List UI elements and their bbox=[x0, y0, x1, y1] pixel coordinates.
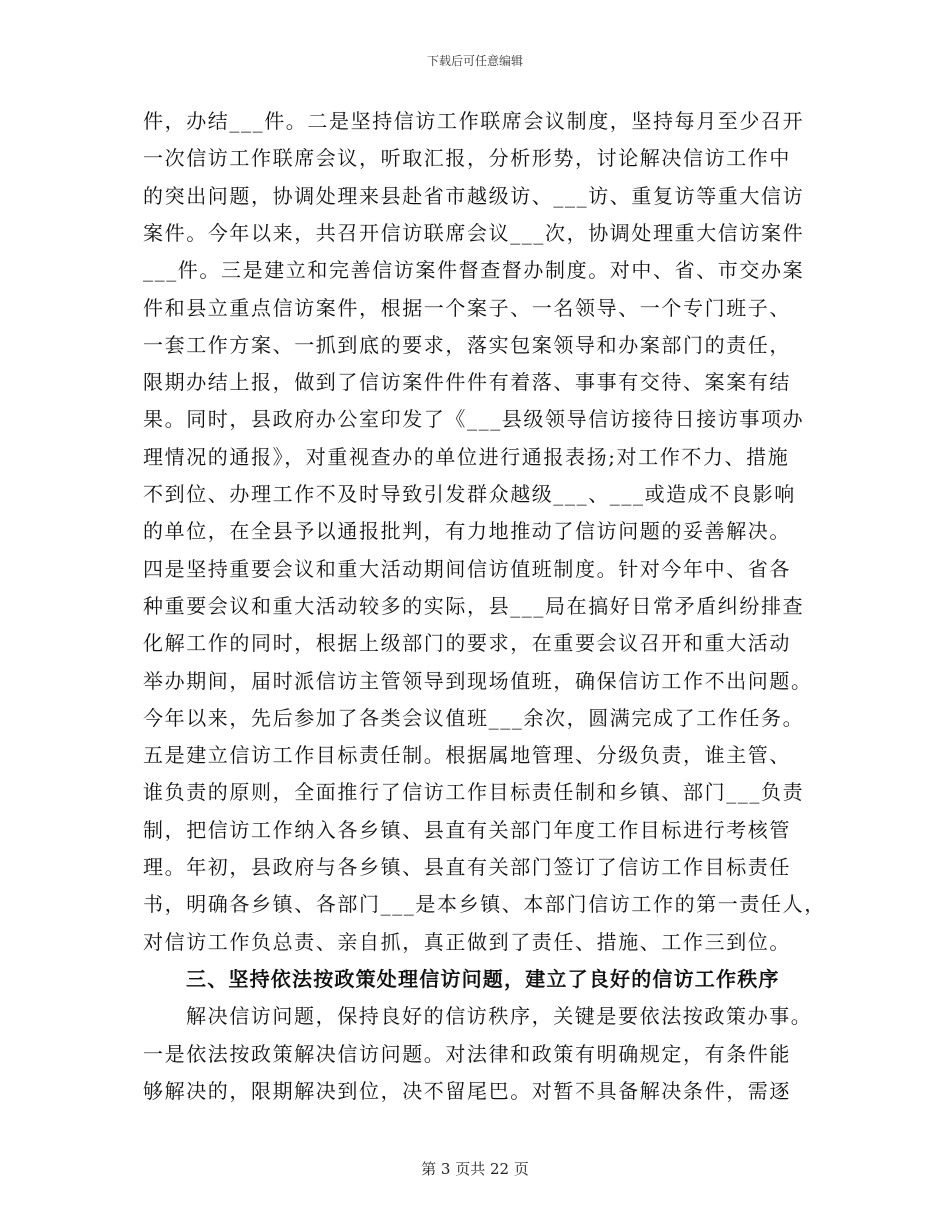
text-line: 一套工作方案、一抓到底的要求，落实包案领导和办案部门的责任， bbox=[143, 332, 791, 357]
text-line: 四是坚持重要会议和重大活动期间信访值班制度。针对今年中、省各 bbox=[143, 556, 791, 581]
text-line: 举办期间，届时派信访主管领导到现场值班，确保信访工作不出问题。 bbox=[143, 668, 813, 693]
text-line: 化解工作的同时，根据上级部门的要求，在重要会议召开和重大活动 bbox=[143, 631, 791, 656]
text-line: 件，办结___件。二是坚持信访工作联席会议制度，坚持每月至少召开 bbox=[143, 109, 805, 133]
text-line: 书，明确各乡镇、各部门___是本乡镇、本部门信访工作的第一责任人， bbox=[143, 892, 826, 917]
text-line: 种重要会议和重大活动较多的实际，县___局在搞好日常矛盾纠纷排查 bbox=[143, 593, 805, 618]
text-line: 限期办结上报，做到了信访案件件件有着落、事事有交待、案案有结 bbox=[143, 370, 791, 395]
text-line: ___件。三是建立和完善信访案件督查督办制度。对中、省、市交办案 bbox=[143, 258, 805, 283]
page-footer: 第 3 页共 22 页 bbox=[421, 1160, 529, 1178]
text-line: 一次信访工作联席会议，听取汇报，分析形势，讨论解决信访工作中 bbox=[143, 146, 791, 171]
text-line: 解决信访问题，保持良好的信访秩序，关键是要依法按政策办事。 bbox=[186, 1004, 813, 1029]
section-heading: 三、坚持依法按政策处理信访问题，建立了良好的信访工作秩序 bbox=[186, 966, 780, 991]
text-line: 的突出问题，协调处理来县赴省市越级访、___访、重复访等重大信访 bbox=[143, 183, 805, 208]
text-line: 五是建立信访工作目标责任制。根据属地管理、分级负责，谁主管、 bbox=[143, 743, 791, 768]
text-line: 够解决的，限期解决到位，决不留尾巴。对暂不具备解决条件，需逐 bbox=[143, 1078, 791, 1103]
page-header: 下载后可任意编辑 bbox=[426, 54, 523, 68]
text-line: 件和县立重点信访案件，根据一个案子、一名领导、一个专门班子、 bbox=[143, 295, 791, 320]
text-line: 制，把信访工作纳入各乡镇、县直有关部门年度工作目标进行考核管 bbox=[143, 817, 791, 842]
text-line: 一是依法按政策解决信访问题。对法律和政策有明确规定，有条件能 bbox=[143, 1041, 791, 1066]
text-line: 理情况的通报》，对重视查办的单位进行通报表扬;对工作不力、措施 bbox=[143, 444, 790, 469]
text-line: 案件。今年以来，共召开信访联席会议___次，协调处理重大信访案件 bbox=[143, 220, 805, 245]
text-line: 理。年初，县政府与各乡镇、县直有关部门签订了信访工作目标责任 bbox=[143, 855, 791, 879]
text-line: 不到位、办理工作不及时导致引发群众越级___、___或造成不良影响 bbox=[143, 482, 796, 506]
text-line: 今年以来，先后参加了各类会议值班___余次，圆满完成了工作任务。 bbox=[143, 705, 805, 730]
text-line: 果。同时，县政府办公室印发了《___县级领导信访接待日接访事项办 bbox=[143, 407, 805, 432]
text-line: 谁负责的原则，全面推行了信访工作目标责任制和乡镇、部门___负责 bbox=[143, 780, 805, 805]
text-line: 对信访工作负总责、亲自抓，真正做到了责任、措施、工作三到位。 bbox=[143, 929, 791, 954]
text-line: 的单位，在全县予以通报批判，有力地推动了信访问题的妥善解决。 bbox=[143, 519, 791, 544]
